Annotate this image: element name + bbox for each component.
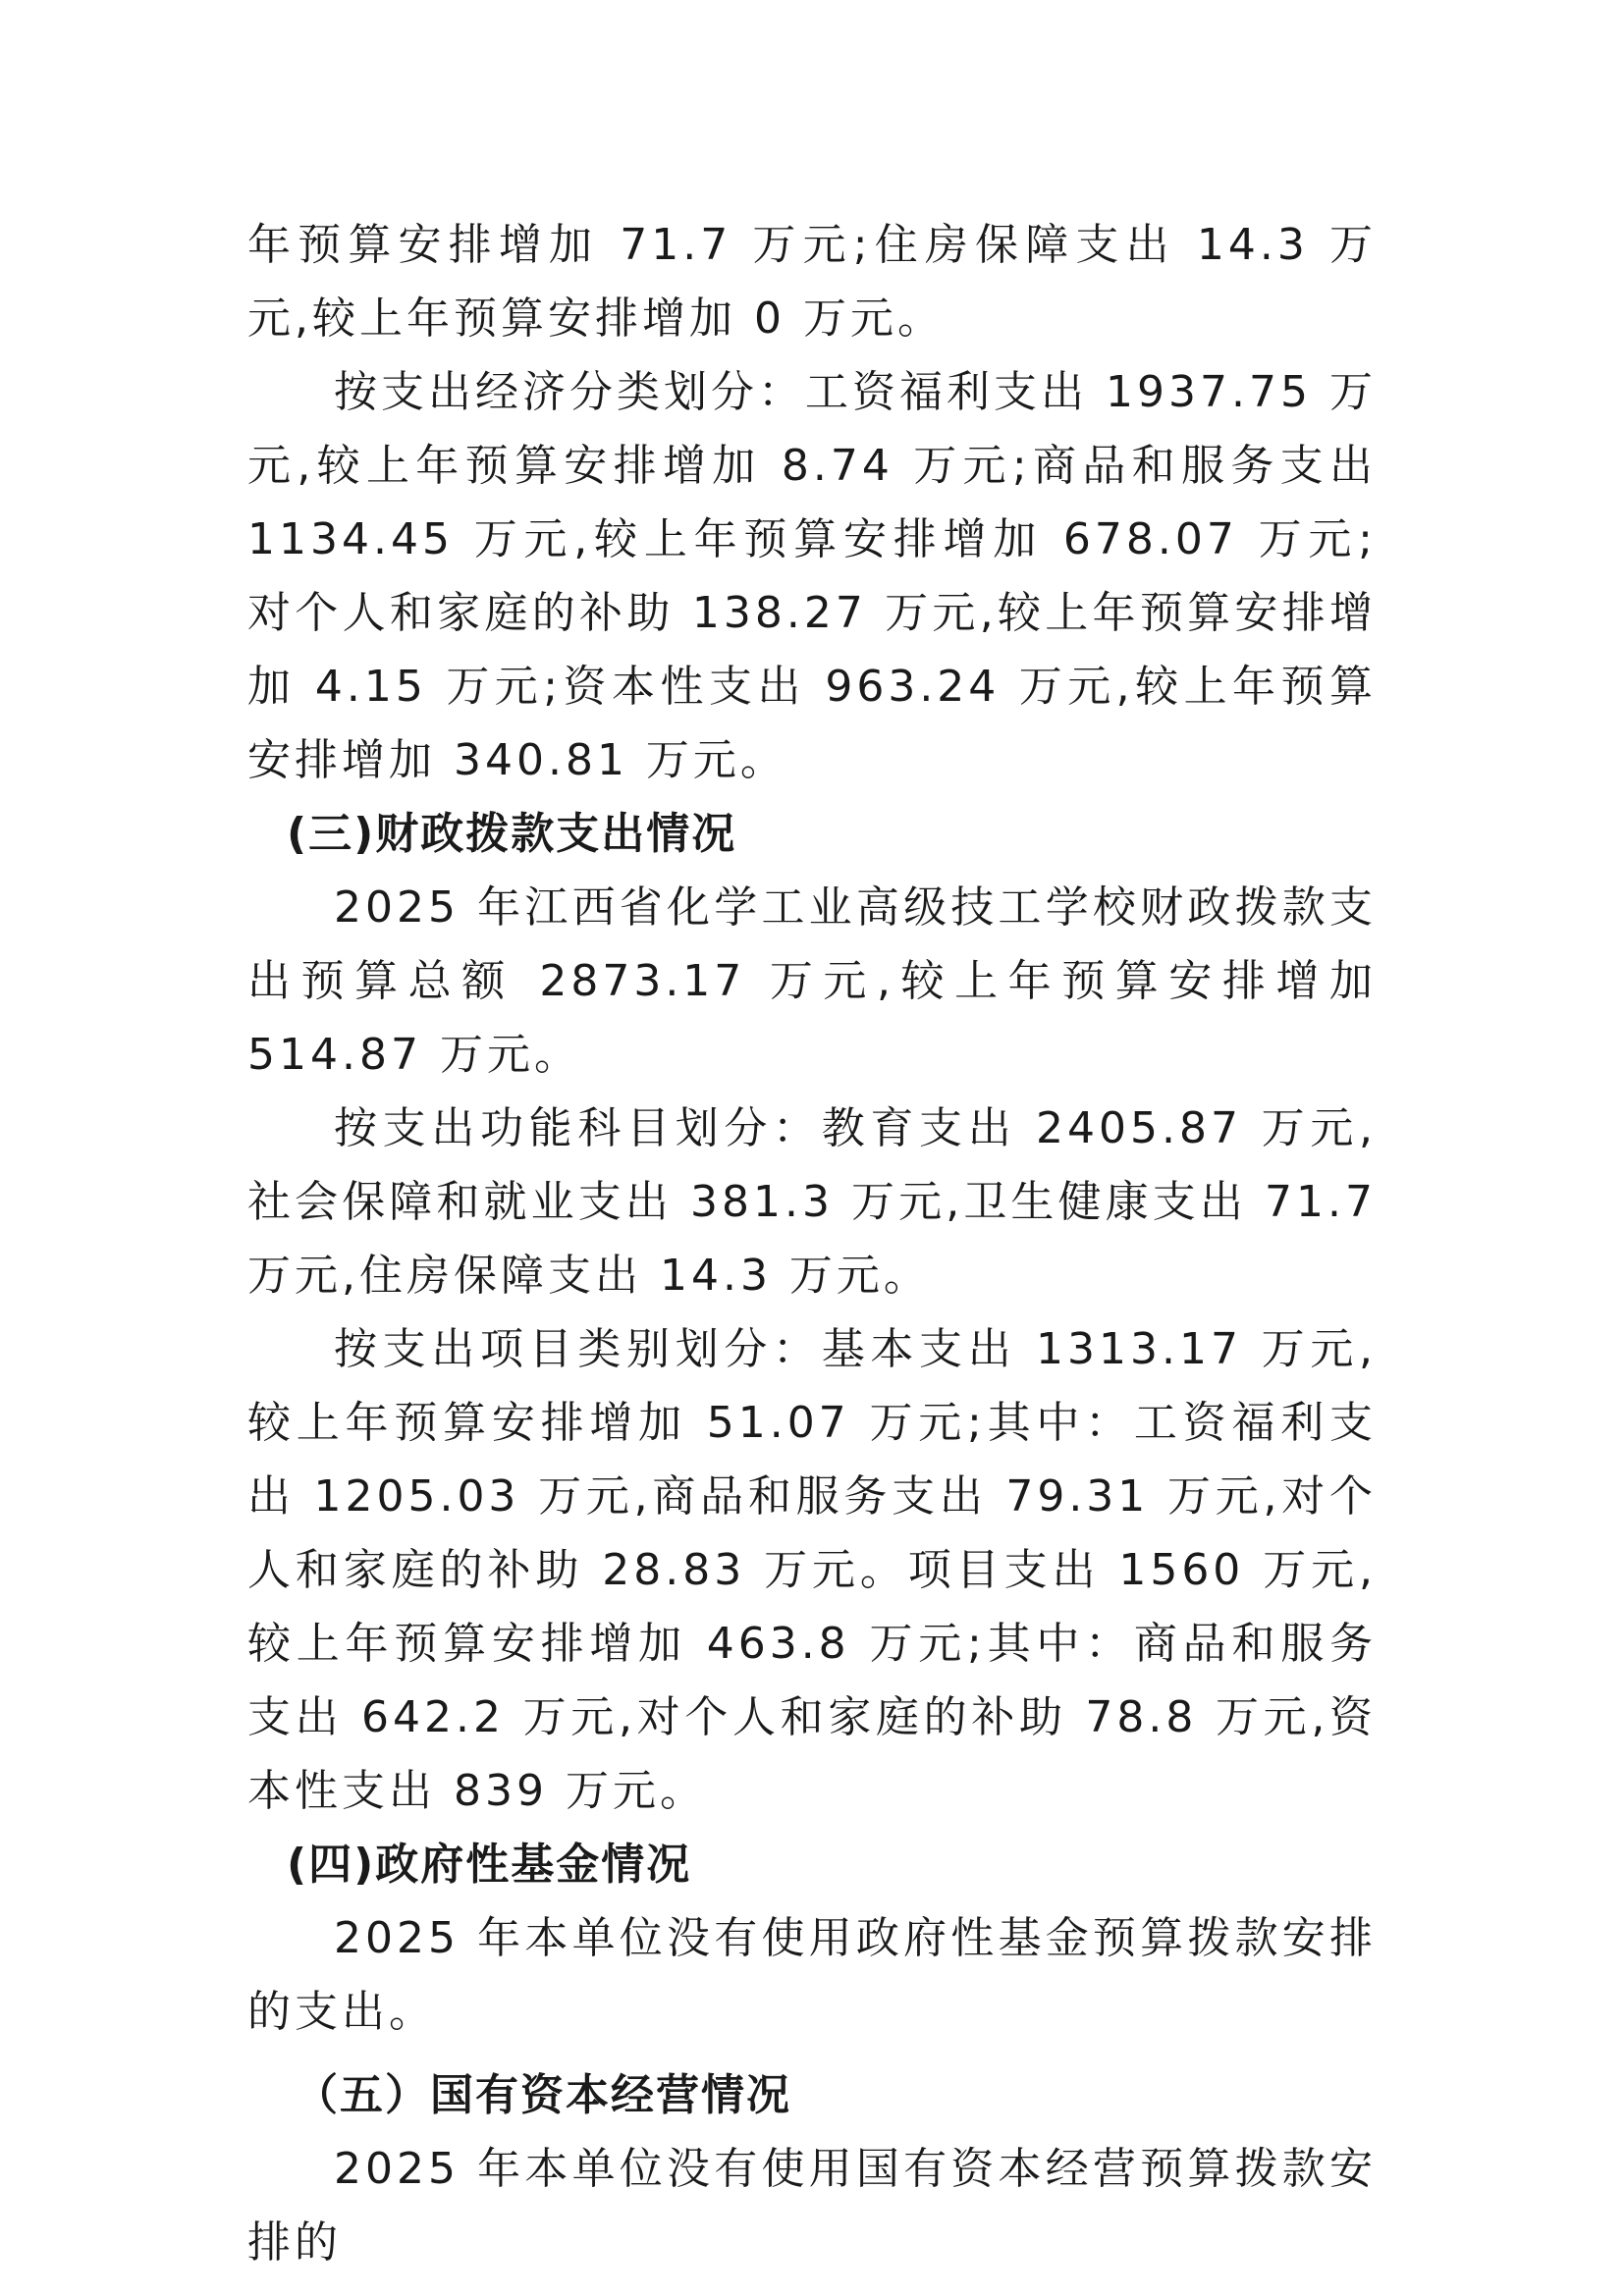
heading-state-capital: （五）国有资本经营情况 <box>295 2070 791 2120</box>
paragraph-economic-classification: 按支出经济分类划分：工资福利支出 1937.75 万元,较上年预算安排增加 8.74 万元;商品和服务支出 1134.45 万元,较上年预算安排增加 678.07 万元;对个人和家庭的补助 138.27 万元,较上年预算安排增加 4.15 万元;资本性支出 963.24 万元,较上年预算安排增加 340.81 万元。 <box>247 367 1377 785</box>
heading-government-fund: (四)政府性基金情况 <box>287 1840 692 1890</box>
paragraph-functional-classification: 按支出功能科目划分：教育支出 2405.87 万元,社会保障和就业支出 381.3 万元,卫生健康支出 71.7 万元,住房保障支出 14.3 万元。 <box>247 1103 1377 1301</box>
document-body <box>247 208 1377 2279</box>
paragraph-state-capital: 2025 年本单位没有使用国有资本经营预算拨款安排的 <box>247 2144 1377 2268</box>
paragraph-project-classification: 按支出项目类别划分：基本支出 1313.17 万元,较上年预算安排增加 51.07 万元;其中：工资福利支出 1205.03 万元,商品和服务支出 79.31 万元,对个人和家庭的补助 28.83 万元。项目支出 1560 万元,较上年预算安排增加 463.8 万元;其中：商品和服务支出 642.2 万元,对个人和家庭的补助 78.8 万元,资本性支出 839 万元。 <box>247 1324 1377 1816</box>
paragraph-housing-continuation: 年预算安排增加 71.7 万元;住房保障支出 14.3 万元,较上年预算安排增加 0 万元。 <box>247 220 1377 344</box>
heading-fiscal-appropriation: (三)财政拨款支出情况 <box>287 809 737 859</box>
paragraph-government-fund: 2025 年本单位没有使用政府性基金预算拨款安排的支出。 <box>247 1913 1377 2037</box>
paragraph-fiscal-total: 2025 年江西省化学工业高级技工学校财政拨款支出预算总额 2873.17 万元,较上年预算安排增加 514.87 万元。 <box>247 882 1377 1080</box>
